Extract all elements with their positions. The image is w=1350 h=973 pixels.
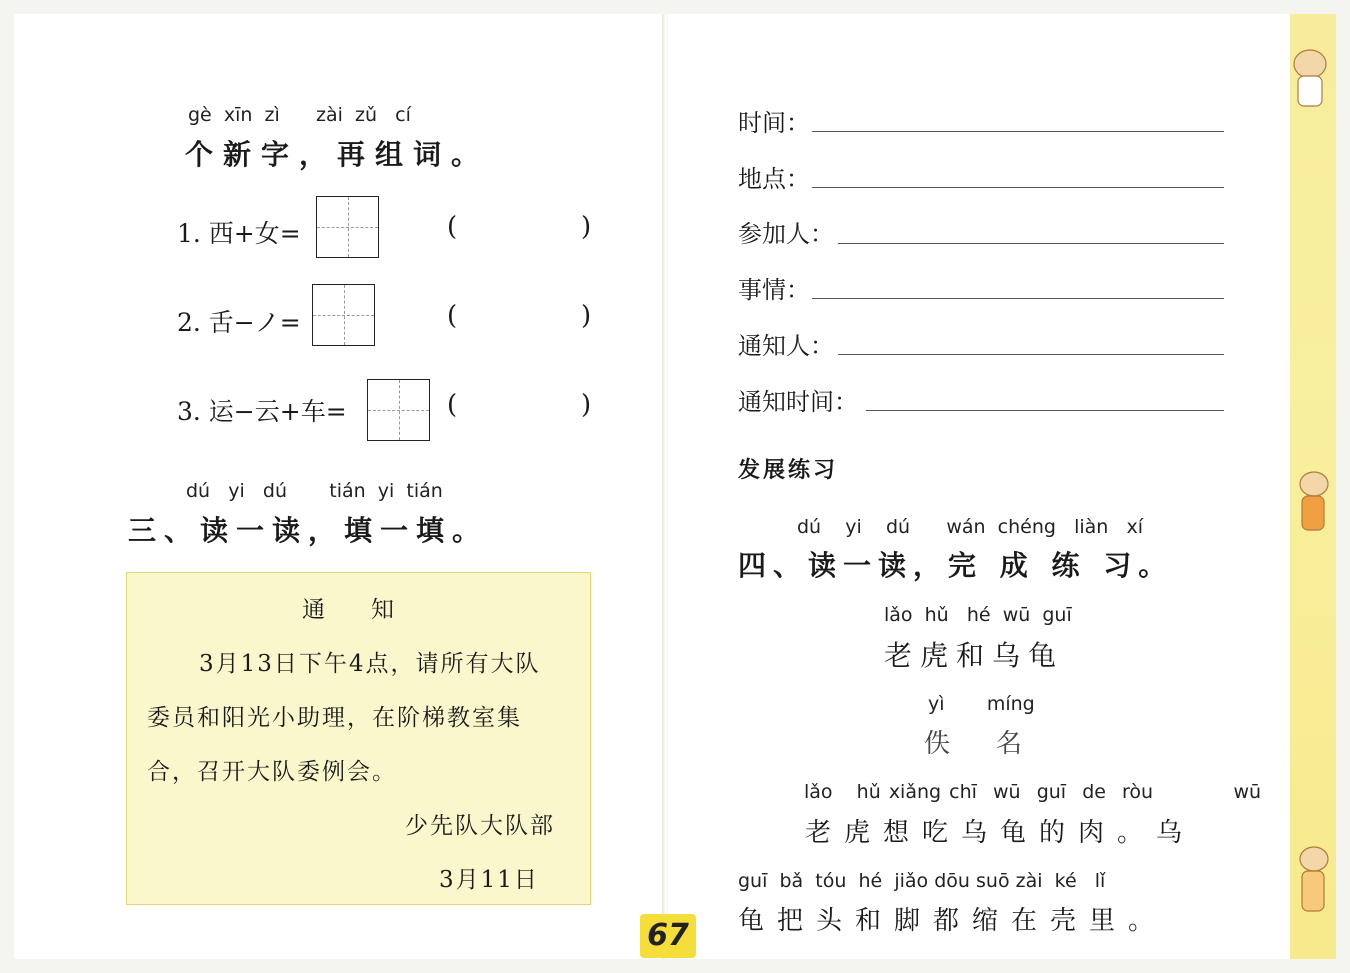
section4-pinyin: dú yi dú wán chéng liàn xí: [797, 516, 1143, 538]
field-line-matter[interactable]: [812, 298, 1224, 299]
exercise-2-answer-blank[interactable]: [465, 303, 575, 333]
field-line-participants[interactable]: [838, 243, 1224, 244]
exercise-1-answer-blank[interactable]: [465, 214, 575, 244]
exercise-2-writing-box[interactable]: [312, 284, 375, 346]
page-number: 67: [640, 914, 696, 958]
field-label-place: 地点：: [738, 165, 810, 193]
field-label-participants: 参加人：: [738, 220, 834, 248]
exercise-3-paren-open: (: [447, 390, 458, 420]
cartoon-figures-icon: [1290, 14, 1336, 959]
section3-pinyin: dú yi dú tián yi tián: [186, 480, 443, 502]
field-label-time: 时间：: [738, 109, 810, 137]
story-title: 老虎和乌龟: [884, 639, 1065, 672]
story-line-2: 龟把头和脚都缩在壳里。: [738, 906, 1168, 936]
field-line-time[interactable]: [812, 131, 1224, 132]
exercise-1-paren-close: ): [581, 212, 592, 242]
story-author: 佚 名: [924, 729, 1033, 759]
instruction-pinyin: gè xīn zì zài zǔ cí: [188, 104, 411, 126]
exercise-2-paren-open: (: [447, 301, 458, 331]
notice-line-3: 合，召开大队委例会。: [147, 759, 397, 785]
field-label-notice-time: 通知时间：: [738, 388, 858, 416]
notice-card: [126, 572, 591, 905]
exercise-3-label: 3. 运−云+车=: [177, 397, 347, 426]
story-line-2-pinyin: guī bǎ tóu hé jiǎo dōu suō zài ké lǐ: [738, 870, 1106, 892]
story-line-1-pinyin: lǎo hǔ xiǎng chī wū guī de ròu wū: [804, 781, 1262, 803]
instruction-text: 个新字，再组词。: [185, 138, 490, 171]
exercise-2-label: 2. 舌−ノ=: [177, 308, 301, 337]
exercise-1-writing-box[interactable]: [316, 196, 379, 258]
section3-title: 三、读一读，填一填。: [128, 514, 489, 547]
exercise-3-writing-box[interactable]: [367, 379, 430, 441]
notice-title: 通 知: [302, 597, 394, 623]
story-line-1: 老虎想吃乌龟的肉。乌: [805, 818, 1196, 848]
field-line-notice-time[interactable]: [866, 410, 1224, 411]
notice-date: 3月11日: [439, 867, 539, 893]
section4-title: 四、读一读，完 成 练 习。: [738, 549, 1174, 582]
exercise-1-paren-open: (: [447, 212, 458, 242]
story-title-pinyin: lǎo hǔ hé wū guī: [884, 604, 1072, 626]
exercise-2-paren-close: ): [581, 301, 592, 331]
notice-signature: 少先队大队部: [405, 813, 555, 839]
field-line-notifier[interactable]: [838, 354, 1224, 355]
notice-line-1: 3月13日下午4点，请所有大队: [199, 651, 541, 677]
notice-line-2: 委员和阳光小助理，在阶梯教室集: [147, 705, 522, 731]
exercise-3-answer-blank[interactable]: [465, 392, 575, 422]
development-heading: 发展练习: [738, 458, 839, 483]
exercise-1-label: 1. 西+女=: [177, 219, 301, 248]
field-line-place[interactable]: [812, 187, 1224, 188]
field-label-notifier: 通知人：: [738, 332, 834, 360]
exercise-3-paren-close: ): [581, 390, 592, 420]
decorative-margin: [1290, 14, 1336, 959]
story-author-pinyin: yì míng: [928, 693, 1035, 715]
field-label-matter: 事情：: [738, 276, 810, 304]
